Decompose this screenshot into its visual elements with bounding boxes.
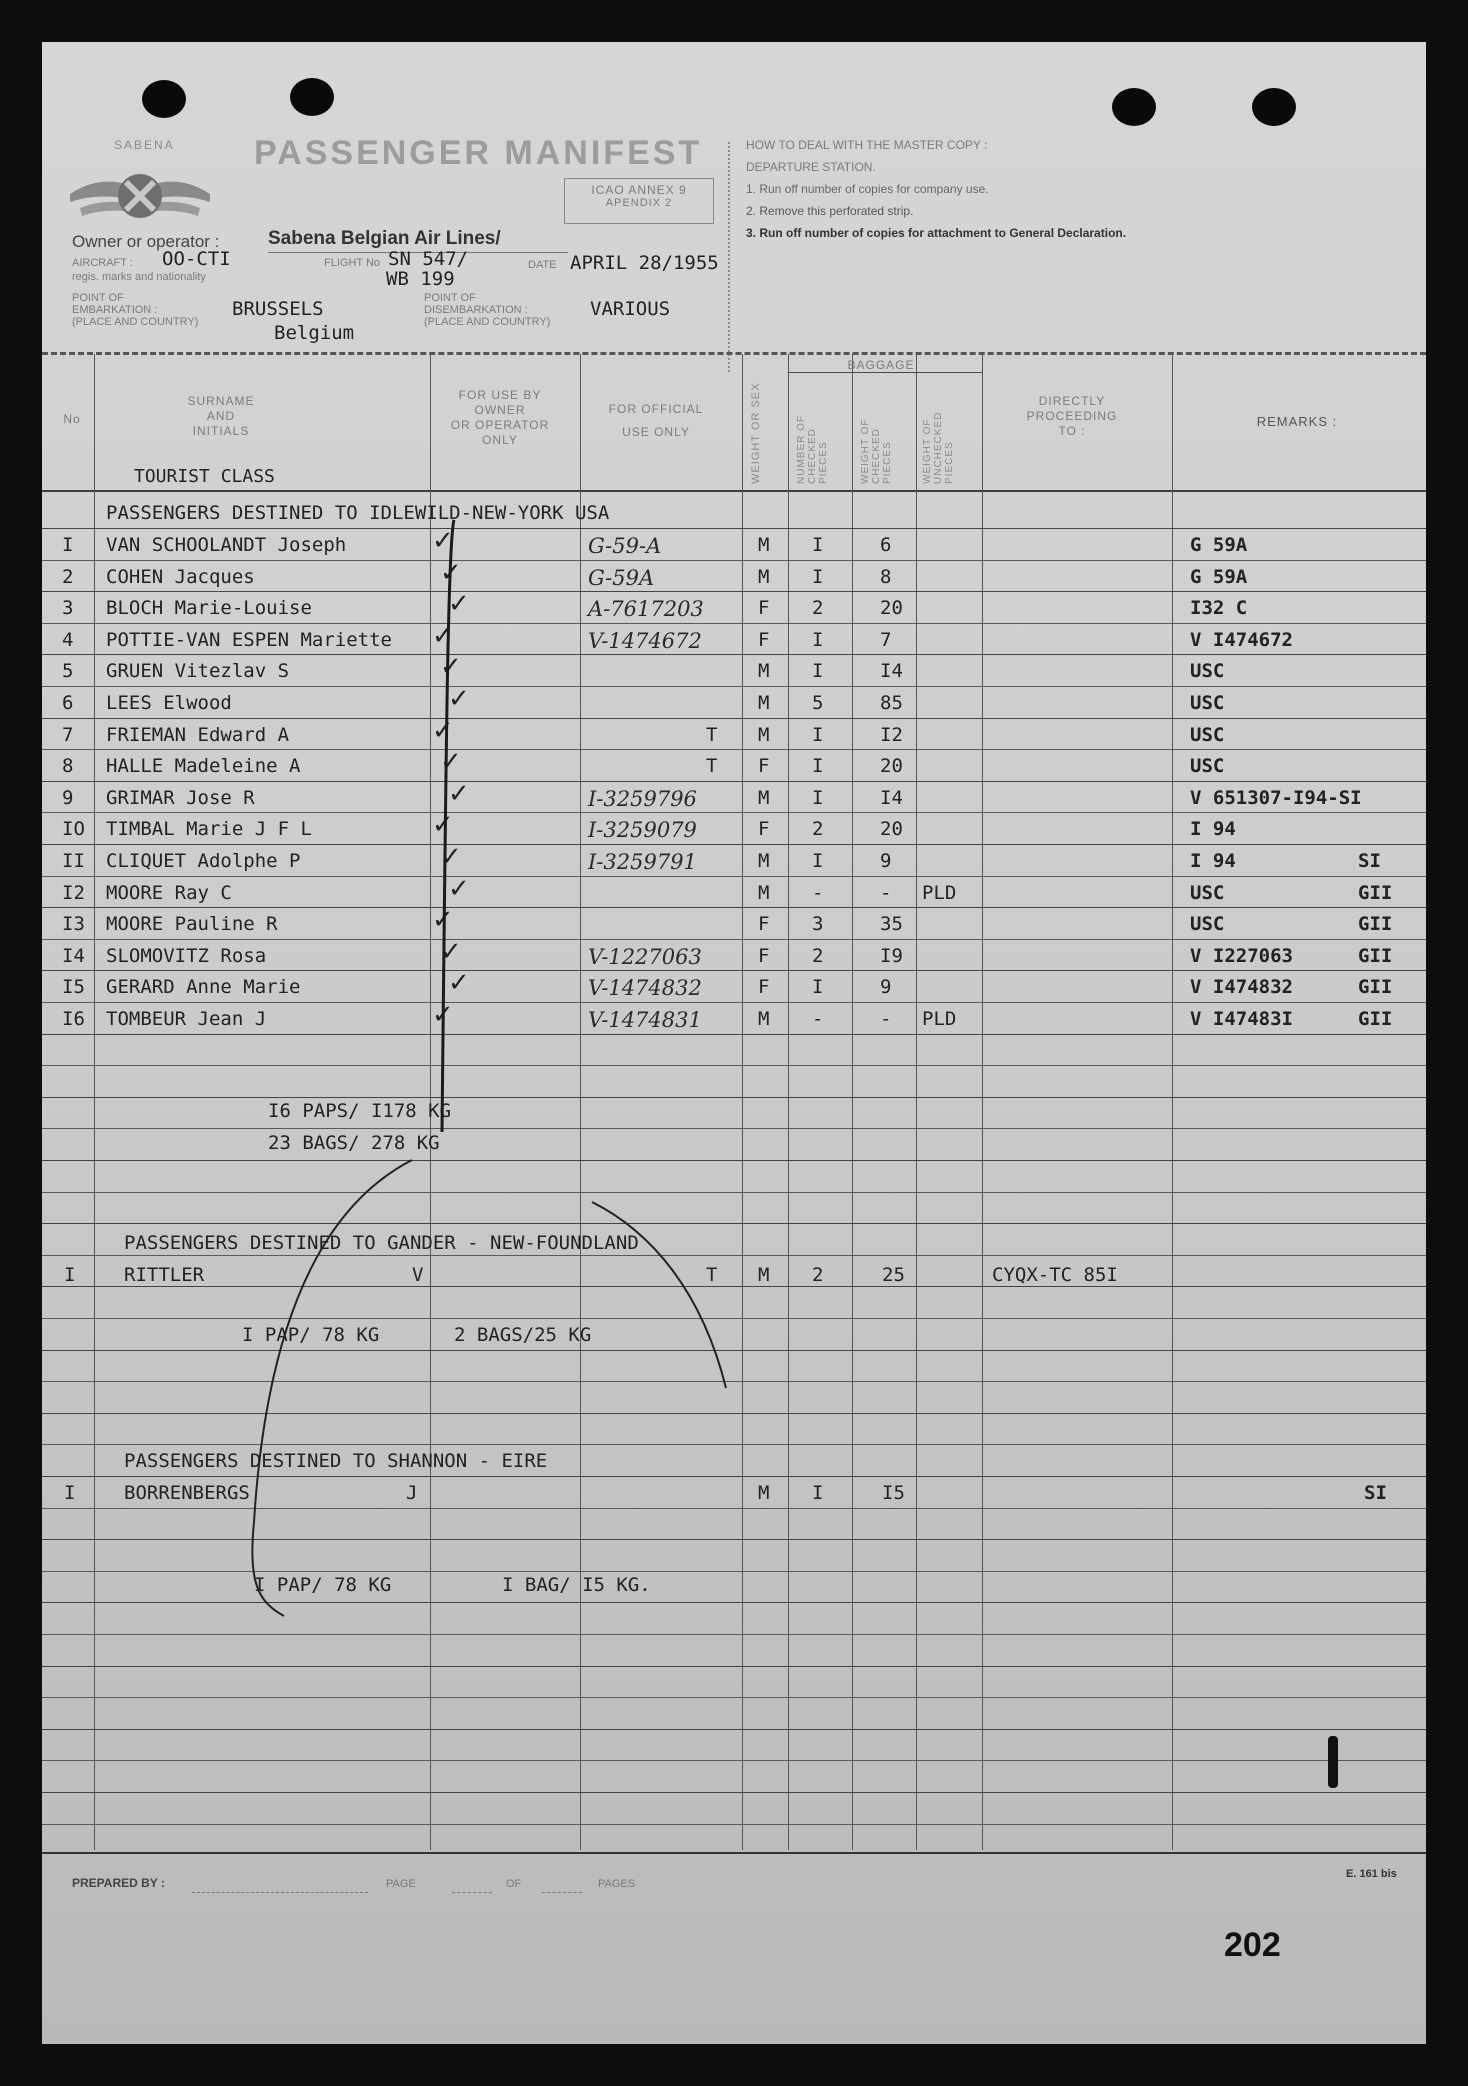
disembark-label-1: POINT OF [424, 292, 476, 304]
row-no: IO [62, 818, 85, 841]
row-official: V-1474831 [588, 1008, 702, 1032]
row-name: TOMBEUR Jean J [106, 1008, 267, 1030]
row-pieces: 3 [812, 913, 824, 936]
owner-label: Owner or operator : [72, 232, 220, 251]
row-remark: V I47483I [1190, 1008, 1293, 1030]
group3-row-pieces: I [812, 1482, 824, 1504]
check-mark-icon: ✓ [440, 747, 462, 778]
embark-label-3: (PLACE AND COUNTRY) [72, 316, 199, 328]
row-t: T [706, 723, 718, 746]
prepared-by-label: PREPARED BY : [72, 1876, 165, 1890]
col-official-use-2: USE ONLY [622, 425, 690, 439]
row-no: 6 [62, 692, 74, 714]
check-mark-icon: ✓ [440, 557, 462, 588]
row-remark-code: SI [1358, 850, 1381, 872]
pages-label: PAGES [598, 1878, 636, 1890]
row-remark-code: GII [1358, 976, 1393, 999]
row-sex: F [758, 597, 770, 620]
row-no: I3 [62, 913, 85, 936]
check-mark-icon: ✓ [448, 684, 470, 714]
instruction-station: DEPARTURE STATION. [746, 160, 876, 174]
group2-heading: PASSENGERS DESTINED TO GANDER - NEW-FOUNDLAND [124, 1232, 639, 1254]
row-rule [42, 1824, 1426, 1825]
row-sex: F [758, 913, 770, 936]
check-mark-icon: ✓ [448, 778, 470, 809]
check-mark-icon: ✓ [448, 873, 470, 904]
row-name: MOORE Pauline R [106, 913, 278, 936]
group2-row-pieces: 2 [812, 1264, 824, 1286]
check-mark-icon: ✓ [448, 589, 470, 620]
row-pieces: 2 [812, 597, 824, 620]
row-name: GRIMAR Jose R [106, 786, 255, 809]
row-name: COHEN Jacques [106, 565, 255, 588]
group2-row-proceeding: CYQX-TC 85I [992, 1264, 1118, 1286]
row-name: BLOCH Marie-Louise [106, 597, 312, 620]
group1-heading: PASSENGERS DESTINED TO IDLEWILD-NEW-YORK USA [106, 502, 610, 524]
col-proceeding-3: TO : [1058, 424, 1086, 438]
row-pieces: - [812, 1008, 824, 1030]
col-checked-pieces: NUMBER OF CHECKED PIECES [796, 415, 829, 484]
row-unchecked: PLD [922, 1008, 957, 1030]
row-pieces: 5 [812, 692, 824, 714]
col-surname-2: AND [206, 409, 236, 423]
embark-country: Belgium [274, 322, 355, 344]
row-name: MOORE Ray C [106, 881, 232, 904]
instruction-title: HOW TO DEAL WITH THE MASTER COPY : [746, 138, 988, 152]
group1-total-bags: 23 BAGS/ 278 KG [268, 1132, 440, 1154]
row-name: CLIQUET Adolphe P [106, 850, 301, 872]
flight-value: SN 547/ [388, 248, 469, 270]
row-remark-code: GII [1358, 913, 1393, 936]
row-remark: V 651307-I94-SI [1190, 786, 1362, 809]
col-surname-1: SURNAME [187, 394, 255, 408]
row-sex: F [758, 755, 770, 778]
group3-total-passengers: I PAP/ 78 KG [254, 1574, 392, 1596]
row-weight: 20 [880, 818, 903, 841]
row-weight: - [880, 1008, 892, 1030]
row-name: HALLE Madeleine A [106, 755, 301, 778]
group2-row-weight: 25 [882, 1264, 905, 1286]
group2-row-t: T [706, 1264, 718, 1286]
row-weight: 8 [880, 565, 892, 588]
group3-row-initial: J [406, 1482, 418, 1504]
row-weight: 20 [880, 597, 903, 620]
group3-row-sex: M [758, 1482, 770, 1504]
row-sex: M [758, 881, 770, 904]
regis-label: regis. marks and nationality [72, 271, 206, 283]
instruction-2: 2. Remove this perforated strip. [746, 204, 914, 218]
row-name: GRUEN Vitezlav S [106, 660, 290, 683]
row-sex: M [758, 850, 770, 872]
flight-label: FLIGHT No [324, 257, 381, 269]
col-checked-weight: WEIGHT OF CHECKED PIECES [860, 418, 893, 484]
icao-annex: ICAO ANNEX 9 [591, 183, 687, 197]
row-no: I6 [62, 1008, 85, 1030]
row-sex: M [758, 786, 770, 809]
row-sex: F [758, 944, 770, 967]
row-pieces: I [812, 723, 824, 746]
row-pieces: I [812, 565, 824, 588]
group2-total-passengers: I PAP/ 78 KG [242, 1324, 380, 1346]
row-weight: - [880, 881, 892, 904]
col-owner-use-2: OWNER [474, 403, 526, 417]
row-sex: M [758, 534, 770, 556]
col-surname-3: INITIALS [192, 424, 250, 438]
group2-row-name: RITTLER [124, 1264, 205, 1286]
row-remark: USC [1190, 913, 1225, 936]
row-sex: M [758, 565, 770, 588]
row-no: 8 [62, 755, 74, 778]
stamp-number: 202 [1224, 1926, 1281, 1964]
check-mark-icon: ✓ [432, 620, 454, 651]
disembark-label-3: (PLACE AND COUNTRY) [424, 316, 551, 328]
check-mark-icon: ✓ [448, 968, 470, 999]
class-note: TOURIST CLASS [134, 466, 275, 487]
logo-text: SABENA [114, 138, 175, 152]
instruction-3: 3. Run off number of copies for attachment to General Declaration. [746, 226, 1127, 240]
date-label: DATE [528, 259, 557, 271]
group3-row-no: I [64, 1482, 76, 1504]
row-name: FRIEMAN Edward A [106, 723, 290, 746]
col-proceeding-1: DIRECTLY [1038, 394, 1106, 408]
row-remark: USC [1190, 755, 1225, 778]
row-pieces: I [812, 976, 824, 999]
row-official: A-7617203 [588, 597, 704, 622]
row-remark: USC [1190, 660, 1225, 683]
row-sex: M [758, 692, 770, 714]
instruction-1: 1. Run off number of copies for company use. [746, 182, 989, 196]
row-remark: I32 C [1190, 597, 1248, 620]
col-no: No [63, 412, 81, 426]
row-sex: F [758, 818, 770, 841]
embark-value: BRUSSELS [232, 298, 324, 320]
row-pieces: 2 [812, 944, 824, 967]
row-official: V-1474672 [588, 628, 702, 653]
row-remark-code: GII [1358, 1008, 1393, 1030]
row-no: I2 [62, 881, 85, 904]
group2-row-sex: M [758, 1264, 770, 1286]
owner-value: Sabena Belgian Air Lines/ [268, 228, 501, 249]
row-sex: F [758, 628, 770, 651]
group3-total-bags: I BAG/ I5 KG. [502, 1574, 651, 1596]
prepared-by-line [192, 1892, 368, 1893]
check-mark-icon: ✓ [432, 715, 454, 746]
row-official: V-1474832 [588, 976, 702, 1001]
row-no: 5 [62, 660, 74, 683]
row-weight: I9 [880, 944, 903, 967]
row-remark: USC [1190, 881, 1225, 904]
group3-row-weight: I5 [882, 1482, 905, 1504]
page-line [452, 1892, 492, 1893]
page-label: PAGE [386, 1878, 416, 1890]
row-official: I-3259796 [588, 786, 697, 811]
row-remark: G 59A [1190, 534, 1248, 556]
row-pieces: I [812, 850, 824, 872]
row-name: GERARD Anne Marie [106, 976, 301, 999]
row-weight: 85 [880, 692, 903, 714]
embark-label-1: POINT OF [72, 292, 124, 304]
manifest-sheet [42, 42, 1426, 2044]
row-official: V-1227063 [588, 944, 702, 969]
row-unchecked: PLD [922, 881, 957, 904]
row-no: II [62, 850, 85, 872]
flight-value-2: WB 199 [386, 268, 455, 290]
row-weight: I4 [880, 660, 903, 683]
row-remark: V I474832 [1190, 976, 1293, 999]
of-label: OF [506, 1878, 522, 1890]
row-remark-code: GII [1358, 944, 1393, 967]
group3-row-name: BORRENBERGS [124, 1482, 250, 1504]
row-remark: V I474672 [1190, 628, 1293, 651]
row-no: 3 [62, 597, 74, 620]
row-name: VAN SCHOOLANDT Joseph [106, 534, 347, 556]
row-no: 9 [62, 786, 74, 809]
row-weight: 9 [880, 850, 892, 872]
group2-row-no: I [64, 1264, 76, 1286]
col-proceeding-2: PROCEEDING [1026, 409, 1118, 423]
group1-total-passengers: I6 PAPS/ I178 KG [268, 1100, 452, 1122]
col-owner-use-4: ONLY [482, 433, 518, 447]
row-pieces: I [812, 660, 824, 683]
row-remark: I 94 [1190, 818, 1236, 841]
aircraft-value: OO-CTI [162, 248, 231, 270]
row-rule [42, 1792, 1426, 1793]
row-official: G-59A [588, 565, 655, 590]
aircraft-label: AIRCRAFT : [72, 257, 133, 269]
row-official: G-59-A [588, 534, 662, 558]
group2-total-bags: 2 BAGS/25 KG [454, 1324, 592, 1346]
row-weight: I2 [880, 723, 903, 746]
row-t: T [706, 755, 718, 778]
col-sex: WEIGHT OR SEX [750, 382, 762, 484]
group3-heading: PASSENGERS DESTINED TO SHANNON - EIRE [124, 1450, 548, 1472]
group2-row-initial: V [412, 1264, 424, 1286]
ink-smudge [1328, 1736, 1338, 1788]
row-official: I-3259079 [588, 818, 697, 843]
icao-appendix: APENDIX 2 [605, 197, 673, 209]
row-name: LEES Elwood [106, 692, 232, 714]
row-pieces: I [812, 786, 824, 809]
check-mark-icon: ✓ [440, 842, 462, 872]
row-sex: M [758, 1008, 770, 1030]
row-no: 4 [62, 628, 74, 651]
row-pieces: I [812, 534, 824, 556]
row-rule [42, 1760, 1426, 1761]
col-baggage: BAGGAGE [847, 358, 915, 372]
row-sex: M [758, 660, 770, 683]
row-pieces: I [812, 755, 824, 778]
check-mark-icon: ✓ [432, 810, 454, 841]
row-name: POTTIE-VAN ESPEN Mariette [106, 628, 392, 651]
check-mark-icon: ✓ [440, 652, 462, 683]
row-remark: G 59A [1190, 565, 1248, 588]
row-remark: V I227063 [1190, 944, 1293, 967]
disembark-value: VARIOUS [590, 298, 671, 320]
check-mark-icon: ✓ [432, 905, 454, 936]
row-remark: USC [1190, 692, 1225, 714]
col-official-use-1: FOR OFFICIAL [608, 402, 704, 416]
row-remark: USC [1190, 723, 1225, 746]
form-title: PASSENGER MANIFEST [254, 134, 703, 172]
footer-rule [42, 1852, 1426, 1854]
row-name: TIMBAL Marie J F L [106, 818, 312, 841]
row-remark: I 94 [1190, 850, 1236, 872]
col-owner-use-3: OR OPERATOR [450, 418, 550, 432]
row-no: I [62, 534, 74, 556]
col-owner-use-1: FOR USE BY [458, 388, 542, 402]
row-no: I4 [62, 944, 85, 967]
check-mark-icon: ✓ [432, 1000, 454, 1030]
row-weight: 7 [880, 628, 892, 651]
group3-row-remark: SI [1364, 1482, 1387, 1504]
check-mark-icon: ✓ [440, 936, 462, 967]
row-weight: 6 [880, 534, 892, 556]
row-sex: F [758, 976, 770, 999]
row-pieces: I [812, 628, 824, 651]
col-unchecked: WEIGHT OF UNCHECKED PIECES [922, 411, 955, 484]
disembark-label-2: DISEMBARKATION : [424, 304, 528, 316]
row-weight: 9 [880, 976, 892, 999]
row-remark-code: GII [1358, 881, 1393, 904]
row-pieces: - [812, 881, 824, 904]
row-official: I-3259791 [588, 850, 697, 874]
pen-arc-marks [42, 42, 1426, 1742]
form-code: E. 161 bis [1346, 1868, 1397, 1880]
check-mark-icon: ✓ [432, 526, 454, 556]
row-no: 7 [62, 723, 74, 746]
row-sex: M [758, 723, 770, 746]
embark-label-2: EMBARKATION : [72, 304, 158, 316]
row-weight: I4 [880, 786, 903, 809]
row-weight: 35 [880, 913, 903, 936]
row-pieces: 2 [812, 818, 824, 841]
date-value: APRIL 28/1955 [570, 252, 719, 274]
row-no: 2 [62, 565, 74, 588]
row-weight: 20 [880, 755, 903, 778]
row-no: I5 [62, 976, 85, 999]
pages-line [542, 1892, 582, 1893]
row-name: SLOMOVITZ Rosa [106, 944, 267, 967]
col-remarks: REMARKS : [1256, 414, 1338, 429]
